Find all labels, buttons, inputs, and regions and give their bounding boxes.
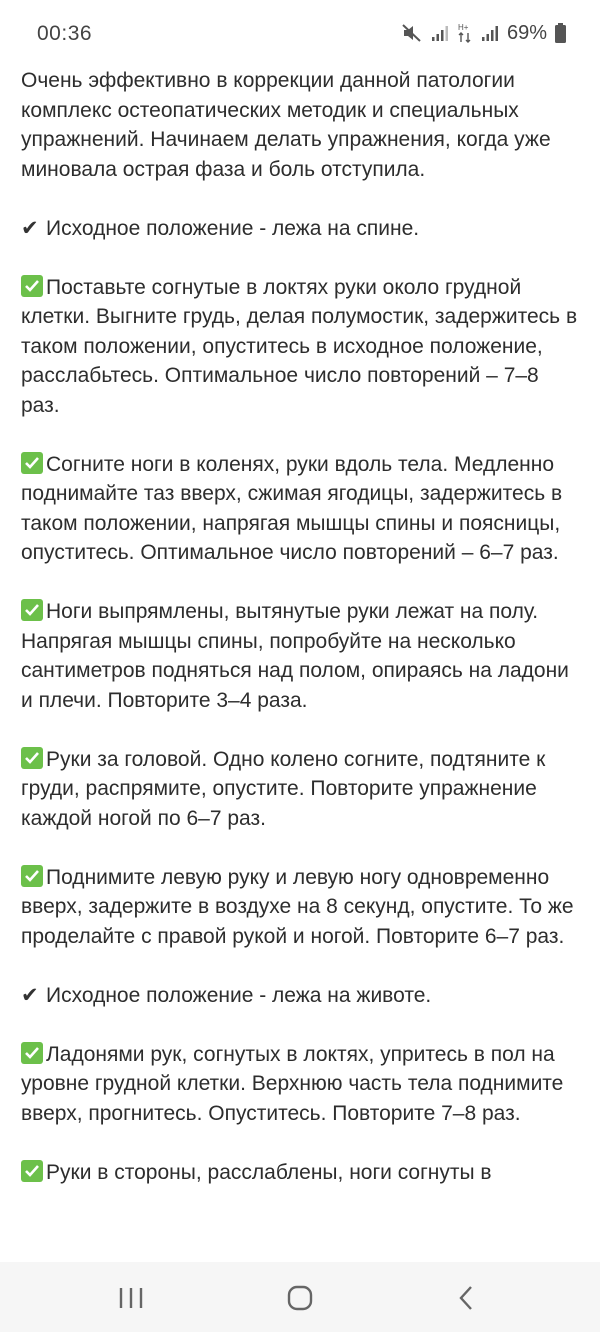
status-time: 00:36 (37, 22, 93, 45)
exercise-item (21, 863, 583, 952)
exercise-text: Согните ноги в коленях, руки вдоль тела. Медленно поднимайте таз вверх, сжимая ягодицы, задержитесь в таком положении, напрягая мышцы спины и поясницы, опуститесь. Оптимальное число повторений – 6–7 раз. (21, 452, 563, 564)
exercise-text: Ноги выпрямлены, вытянутые руки лежат на полу. Напрягая мышцы спины, попробуйте на несколько сантиметров подняться над полом, опираясь на ладони и плечи. Повторите 3–4 раза. (21, 600, 569, 712)
svg-text:H+: H+ (457, 23, 469, 32)
navigation-bar (0, 1262, 600, 1332)
section-heading-back (21, 214, 583, 244)
exercise-item (21, 1158, 583, 1188)
green-check-icon (21, 599, 43, 621)
recent-apps-icon (116, 1285, 146, 1311)
section-heading-belly (21, 981, 583, 1011)
exercise-item (21, 1040, 583, 1129)
signal-icon (431, 24, 449, 42)
green-check-icon (21, 747, 43, 769)
green-check-icon (21, 865, 43, 887)
section-heading-text: Исходное положение - лежа на животе. (46, 983, 432, 1007)
exercise-item (21, 450, 583, 568)
battery-percent: 69% (506, 21, 547, 44)
status-bar (0, 0, 600, 60)
exercise-item (21, 273, 583, 421)
section-heading-text: Исходное положение - лежа на спине. (46, 216, 420, 240)
green-check-icon (21, 1160, 43, 1182)
green-check-icon (21, 452, 43, 474)
heavy-check-icon: ✔ (21, 216, 39, 240)
exercise-item (21, 745, 583, 834)
exercise-text: Руки за головой. Одно колено согните, подтяните к груди, распрямите, опустите. Повторите упражнение каждой ногой по 6–7 раз. (21, 747, 546, 830)
heavy-check-icon: ✔ (21, 983, 39, 1007)
exercise-text: Поставьте согнутые в локтях руки около грудной клетки. Выгните грудь, делая полумостик, задержитесь в таком положении, опуститесь в исходное положение, расслабьтесь. Оптимальное число повторений – 7–8 раз. (21, 275, 578, 417)
exercise-item (21, 597, 583, 715)
data-icon (457, 22, 473, 44)
recent-apps-button[interactable] (101, 1278, 161, 1318)
home-button[interactable] (270, 1278, 330, 1318)
green-check-icon (21, 1042, 43, 1064)
exercise-text: Руки в стороны, расслаблены, ноги согнуты в (46, 1160, 492, 1184)
back-icon (455, 1284, 479, 1312)
back-button[interactable] (437, 1278, 497, 1318)
home-icon (286, 1284, 314, 1312)
battery-icon (555, 23, 566, 43)
mute-icon (401, 23, 423, 43)
exercise-text: Ладонями рук, согнутых в локтях, упритесь в пол на уровне грудной клетки. Верхнюю часть тела поднимите вверх, прогнитесь. Опуститесь. Повторите 7–8 раз. (21, 1042, 564, 1125)
article-content (21, 66, 583, 1187)
exercise-text: Поднимите левую руку и левую ногу одновременно вверх, задержите в воздухе на 8 секунд, опустите. То же проделайте с правой рукой и ногой. Повторите 6–7 раз. (21, 865, 574, 948)
status-icons (401, 20, 566, 46)
signal-icon-2 (481, 24, 499, 42)
green-check-icon (21, 275, 43, 297)
article-intro: Очень эффективно в коррекции данной патологии комплекс остеопатических методик и специальных упражнений. Начинаем делать упражнения, когда уже миновала острая фаза и боль отступила. (21, 69, 551, 181)
